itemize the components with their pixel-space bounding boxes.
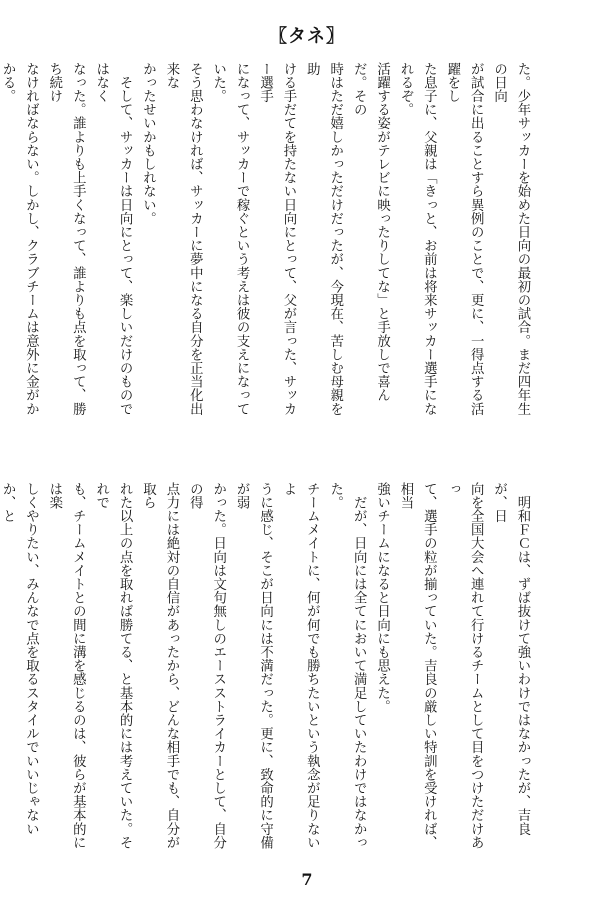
text-line: て、選手の粒が揃っていた。吉良の厳しい特訓を受ければ、相当 <box>397 482 437 850</box>
text-line: 強いチームになると日向にも思えた。 <box>374 482 390 714</box>
text-line: になって、サッカーで稼ぐという考えは彼の支えになっていた。 <box>210 62 250 416</box>
text-line: チームメイトに、何が何でも勝ちたいという執念が足りないよ <box>280 482 320 850</box>
text-line: た。少年サッカーを始めた日向の最初の試合。まだ四年生の日向 <box>491 62 530 416</box>
text-line: なった。誰よりも上手くなって、誰よりも点を取って、勝ち続け <box>46 62 86 416</box>
text-line: うに感じ、そこが日向には不満だった。更に、致命的に守備が弱 <box>234 482 273 850</box>
text-line: 活躍する姿がテレビに映ったりしてな」と手放しで喜んだ。その <box>351 62 390 402</box>
upper-text-block <box>0 62 534 425</box>
text-line: 明和ＦＣは、ずば抜けて強いわけではなかったが、吉良が、日 <box>491 482 530 836</box>
text-line: かった。日向は文句無しのエースストライカーとして、自分の得 <box>187 482 226 850</box>
text-line: なければならない。しかし、クラブチームは意外に金がかかる。 <box>0 62 39 416</box>
text-line: ける手だてを持たない日向にとって、父が言った、サッカー選手 <box>257 62 296 416</box>
text-line: 時はただ嬉しかっただけだったが、今現在、苦しむ母親を助 <box>304 62 343 416</box>
text-line: 点力には絶対の自信があったから、どんな相手でも、自分が取ら <box>140 482 179 850</box>
text-line: だが、日向には全てにおいて満足していたわけではなかった。 <box>327 482 367 850</box>
section-title: 〖タネ〗 <box>269 26 345 47</box>
text-line: しくやりたい、みんなで点を取るスタイルでいいじゃないか、と <box>0 482 39 836</box>
lower-text-block <box>0 482 534 856</box>
text-line: た息子に、父親は「きっと、お前は将来サッカー選手になれるぞ。 <box>397 62 437 416</box>
text-line: も、チームメイトとの間に溝を感じるのは、彼らが基本的には楽 <box>46 482 86 850</box>
text-line: が試合に出ることすら異例のことで、更に、一得点する活躍をし <box>444 62 484 416</box>
text-line: そう思わなければ、サッカーに夢中になる自分を正当化出来な <box>163 62 203 416</box>
page-number: 7 <box>301 870 313 889</box>
text-line: そして、サッカーは日向にとって、楽しいだけのものではなく <box>93 62 133 416</box>
text-line: 向を全国大会へ連れて行けるチームとして目をつけただけあっ <box>444 482 484 850</box>
text-line: れた以上の点を取れば勝てる、と基本的には考えていた。それで <box>93 482 133 850</box>
text-line: かったせいかもしれない。 <box>140 62 156 226</box>
